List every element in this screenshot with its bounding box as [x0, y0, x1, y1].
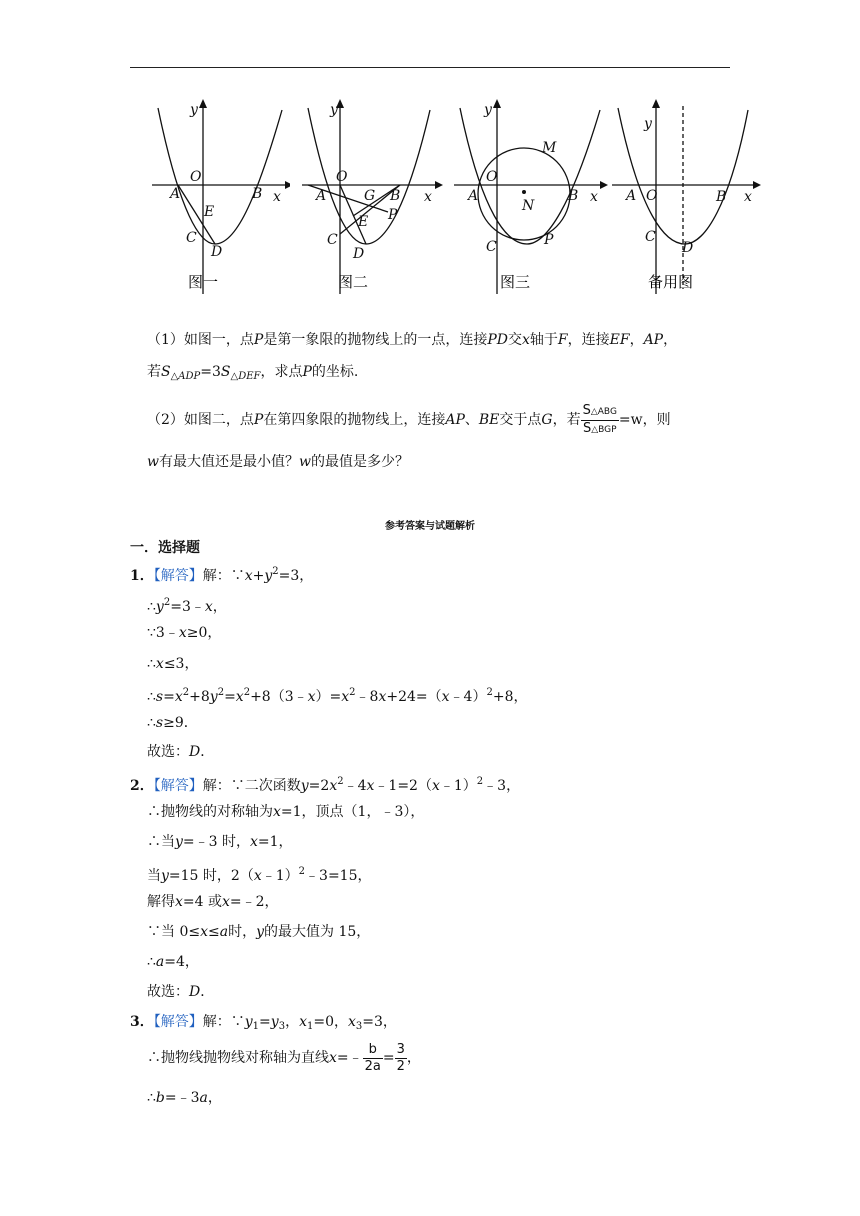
- a2-line8: 故选：D．: [147, 984, 215, 1000]
- fig3-label-x: x: [590, 189, 598, 205]
- fig1-label-y: y: [190, 102, 198, 118]
- a1-line1: 1．【解答】解：$\because x+y^2=3$，: [130, 566, 314, 584]
- fig3-label-O: O: [486, 169, 498, 185]
- figure-row: [140, 94, 770, 304]
- a3-line1: 3．【解答】解：$\because y_1=y_3$，$x_1=0$，$x_3=3$，: [130, 1014, 397, 1032]
- fig2-label-G: G: [364, 188, 376, 204]
- fig2-label-y: y: [330, 102, 338, 118]
- fig4-caption: 备用图: [648, 273, 694, 291]
- fig3-label-A: A: [468, 188, 479, 204]
- figure-1: [140, 94, 290, 304]
- fig3-label-C: C: [486, 239, 497, 255]
- section-heading: 一．选择题: [130, 540, 200, 556]
- header-rule: [130, 67, 730, 68]
- fig2-label-B: B: [390, 188, 401, 204]
- a1-line2: $\therefore y^2=3﹣x$，: [147, 597, 227, 615]
- fig2-caption: 图二: [338, 273, 369, 291]
- fig3-label-P: P: [544, 232, 554, 248]
- figure-4: [610, 94, 770, 304]
- answer-title: 参考答案与试题解析: [385, 521, 475, 532]
- fig3-label-B: B: [568, 188, 579, 204]
- fig1-label-x: x: [273, 189, 281, 205]
- fig1-label-C: C: [186, 230, 197, 246]
- a2-line5: 解得x=4 或x=﹣2，: [147, 894, 279, 910]
- fig1-caption: 图一: [188, 273, 219, 291]
- fig1-label-O: O: [190, 169, 202, 185]
- q2-line1: （2）如图二，点P在第四象限的抛物线上，连接AP、BE交于点G，若 $\frac{\text{S△ABG}}{\text{S△BGP}}$ =w，则: [147, 402, 671, 436]
- fig4-label-x: x: [744, 189, 752, 205]
- fig2-label-C: C: [327, 232, 338, 248]
- fig1-label-D: D: [211, 244, 223, 260]
- a3-fraction-3-2: $\frac{3}{2}$: [396, 1041, 405, 1074]
- a2-line2: ∴抛物线的对称轴为x=1，顶点（1，﹣3），: [147, 804, 425, 820]
- fig2-label-D: D: [353, 246, 365, 262]
- a1-line5: $\therefore s=x^2+8y^2=x^2+8(3﹣x)=x^2﹣8x+24=(x﹣4)^2+8$，: [147, 687, 528, 705]
- q2-line2: w有最大值还是最小值？w的最值是多少？: [147, 454, 409, 470]
- q1-line1: （1）如图一，点P是第一象限的抛物线上的一点，连接PD交x轴于F，连接EF，AP，: [147, 332, 678, 348]
- fig4-label-C: C: [645, 229, 656, 245]
- fig3-label-N: N: [522, 198, 535, 214]
- fig1-label-E: E: [204, 204, 215, 220]
- a1-line3: ∵3﹣x≥0，: [147, 625, 222, 641]
- a3-fraction-b-2a: $\frac{b}{2a}$: [364, 1041, 381, 1074]
- a2-line6: ∵当 0≤x≤a时，y的最大值为 15，: [147, 924, 371, 940]
- fig4-label-O: O: [646, 188, 658, 204]
- q2-fraction: $\frac{\text{S△ABG}}{\text{S△BGP}}$: [582, 402, 617, 436]
- a2-line3: ∴当y=﹣3 时，x=1，: [147, 834, 293, 850]
- fig2-label-E: E: [358, 214, 369, 230]
- a3-line3: ∴b=﹣3a，: [147, 1090, 222, 1106]
- figure-2: [300, 94, 450, 304]
- a3-line2: ∴抛物线抛物线对称轴为直线x=﹣ $\frac{b}{2a}$ = $\frac{3}{2}$ ，: [147, 1041, 421, 1074]
- a1-line4: ∴x≤3，: [147, 656, 199, 672]
- a2-line7: ∴a=4，: [147, 954, 199, 970]
- fig4-label-B: B: [716, 189, 727, 205]
- fig1-label-A: A: [170, 186, 181, 202]
- fig4-label-A: A: [626, 188, 637, 204]
- fig2-label-P: P: [388, 207, 398, 223]
- fig3-caption: 图三: [500, 273, 531, 291]
- a1-line6: ∴s≥9．: [147, 715, 198, 731]
- a1-line7: 故选：D．: [147, 744, 215, 760]
- a2-line4: 当y=15 时，2（x﹣1）$^2$﹣3=15，: [147, 866, 372, 884]
- fig2-label-O: O: [336, 169, 348, 185]
- fig3-label-M: M: [542, 140, 557, 156]
- figure-3: [452, 94, 612, 304]
- fig4-label-y: y: [644, 116, 652, 132]
- fig2-label-x: x: [424, 189, 432, 205]
- a2-line1: 2．【解答】解：∵二次函数$y=2x^2﹣4x﹣1=2(x﹣1)^2﹣3$，: [130, 776, 521, 794]
- q1-line2: 若$S_{\triangle ADP}=3S_{\triangle DEF}$，求点P的坐标.: [147, 364, 359, 382]
- fig3-label-y: y: [484, 102, 492, 118]
- fig4-label-D: D: [682, 240, 694, 256]
- fig1-label-B: B: [252, 186, 263, 202]
- fig2-label-A: A: [316, 188, 327, 204]
